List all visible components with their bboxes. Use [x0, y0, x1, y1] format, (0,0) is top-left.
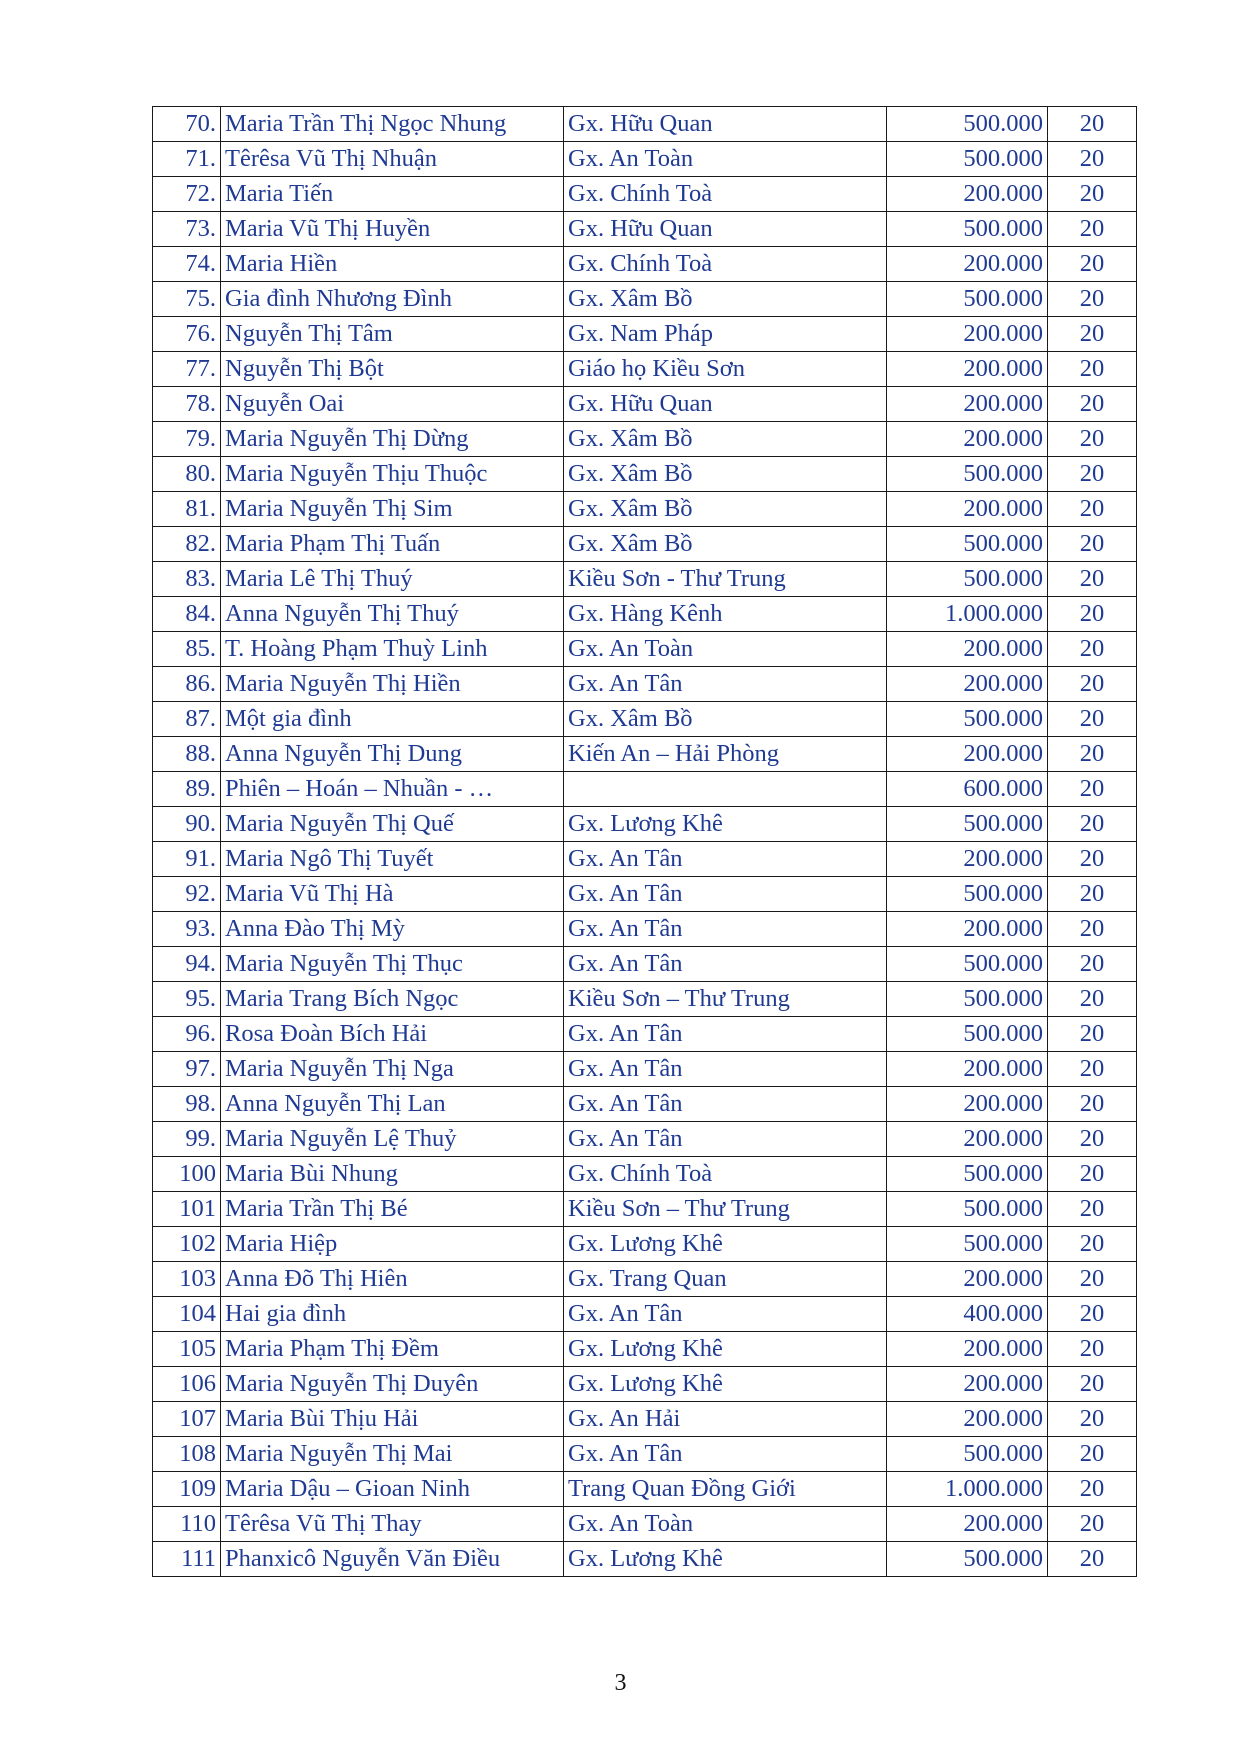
quantity: 20	[1048, 107, 1137, 142]
quantity: 20	[1048, 1542, 1137, 1577]
quantity: 20	[1048, 667, 1137, 702]
parish-name: Gx. Xâm Bồ	[564, 492, 887, 527]
quantity: 20	[1048, 492, 1137, 527]
row-number: 82.	[153, 527, 221, 562]
donation-table-body	[153, 107, 1137, 1577]
quantity: 20	[1048, 1472, 1137, 1507]
donor-name: Hai gia đình	[221, 1297, 564, 1332]
donation-table	[152, 106, 1137, 1577]
table-row	[153, 632, 1137, 667]
parish-name: Giáo họ Kiều Sơn	[564, 352, 887, 387]
row-number: 79.	[153, 422, 221, 457]
parish-name: Kiều Sơn - Thư Trung	[564, 562, 887, 597]
row-number: 111	[153, 1542, 221, 1577]
row-number: 102	[153, 1227, 221, 1262]
donation-amount: 600.000	[887, 772, 1048, 807]
table-row	[153, 1367, 1137, 1402]
parish-name	[564, 772, 887, 807]
donor-name: Anna Nguyễn Thị Thuý	[221, 597, 564, 632]
donor-name: Maria Ngô Thị Tuyết	[221, 842, 564, 877]
row-number: 100	[153, 1157, 221, 1192]
donor-name: Maria Bùi Nhung	[221, 1157, 564, 1192]
donation-amount: 200.000	[887, 1052, 1048, 1087]
donor-name: Anna Đõ Thị Hiên	[221, 1262, 564, 1297]
donation-amount: 1.000.000	[887, 597, 1048, 632]
parish-name: Gx. Hàng Kênh	[564, 597, 887, 632]
donation-amount: 500.000	[887, 702, 1048, 737]
parish-name: Gx. Lương Khê	[564, 1367, 887, 1402]
table-row	[153, 982, 1137, 1017]
donation-amount: 500.000	[887, 1157, 1048, 1192]
donation-amount: 500.000	[887, 1192, 1048, 1227]
parish-name: Trang Quan Đồng Giới	[564, 1472, 887, 1507]
donation-amount: 200.000	[887, 1122, 1048, 1157]
row-number: 71.	[153, 142, 221, 177]
donor-name: Têrêsa Vũ Thị Nhuận	[221, 142, 564, 177]
quantity: 20	[1048, 142, 1137, 177]
donation-amount: 500.000	[887, 947, 1048, 982]
table-row	[153, 527, 1137, 562]
parish-name: Gx. Hữu Quan	[564, 212, 887, 247]
parish-name: Gx. Xâm Bồ	[564, 527, 887, 562]
donor-name: Maria Dậu – Gioan Ninh	[221, 1472, 564, 1507]
donation-amount: 200.000	[887, 1332, 1048, 1367]
donor-name: Anna Nguyễn Thị Dung	[221, 737, 564, 772]
row-number: 84.	[153, 597, 221, 632]
parish-name: Kiều Sơn – Thư Trung	[564, 1192, 887, 1227]
row-number: 87.	[153, 702, 221, 737]
donor-name: Maria Nguyễn Thị Quế	[221, 807, 564, 842]
table-row	[153, 597, 1137, 632]
table-row	[153, 1507, 1137, 1542]
row-number: 103	[153, 1262, 221, 1297]
donor-name: Maria Hiền	[221, 247, 564, 282]
donor-name: Maria Vũ Thị Huyền	[221, 212, 564, 247]
donor-name: Maria Nguyễn Thị Nga	[221, 1052, 564, 1087]
donor-name: Maria Trang Bích Ngọc	[221, 982, 564, 1017]
donation-amount: 200.000	[887, 1262, 1048, 1297]
table-row	[153, 352, 1137, 387]
row-number: 88.	[153, 737, 221, 772]
parish-name: Kiến An – Hải Phòng	[564, 737, 887, 772]
quantity: 20	[1048, 247, 1137, 282]
donor-name: Têrêsa Vũ Thị Thay	[221, 1507, 564, 1542]
quantity: 20	[1048, 1122, 1137, 1157]
table-row	[153, 1017, 1137, 1052]
row-number: 106	[153, 1367, 221, 1402]
parish-name: Gx. Xâm Bồ	[564, 422, 887, 457]
table-row	[153, 562, 1137, 597]
quantity: 20	[1048, 457, 1137, 492]
parish-name: Gx. An Tân	[564, 1087, 887, 1122]
donation-amount: 500.000	[887, 107, 1048, 142]
table-row	[153, 177, 1137, 212]
quantity: 20	[1048, 772, 1137, 807]
parish-name: Kiều Sơn – Thư Trung	[564, 982, 887, 1017]
row-number: 101	[153, 1192, 221, 1227]
quantity: 20	[1048, 1367, 1137, 1402]
donor-name: Maria Nguyễn Thị Mai	[221, 1437, 564, 1472]
table-row	[153, 912, 1137, 947]
row-number: 89.	[153, 772, 221, 807]
parish-name: Gx. An Tân	[564, 947, 887, 982]
donation-amount: 500.000	[887, 212, 1048, 247]
donor-name: Nguyễn Thị Bột	[221, 352, 564, 387]
donation-amount: 200.000	[887, 1507, 1048, 1542]
quantity: 20	[1048, 1017, 1137, 1052]
table-row	[153, 1262, 1137, 1297]
row-number: 97.	[153, 1052, 221, 1087]
table-row	[153, 842, 1137, 877]
donation-amount: 200.000	[887, 1402, 1048, 1437]
donor-name: Maria Nguyễn Lệ Thuỷ	[221, 1122, 564, 1157]
page-number: 3	[614, 1670, 627, 1696]
parish-name: Gx. An Tân	[564, 1122, 887, 1157]
table-row	[153, 737, 1137, 772]
donation-amount: 200.000	[887, 667, 1048, 702]
donor-name: Gia đình Nhương Đình	[221, 282, 564, 317]
table-row	[153, 317, 1137, 352]
table-row	[153, 1192, 1137, 1227]
donor-name: Maria Nguyễn Thị Thục	[221, 947, 564, 982]
donation-amount: 500.000	[887, 527, 1048, 562]
row-number: 81.	[153, 492, 221, 527]
donor-name: Maria Nguyễn Thị Duyên	[221, 1367, 564, 1402]
row-number: 85.	[153, 632, 221, 667]
donation-amount: 500.000	[887, 1437, 1048, 1472]
parish-name: Gx. Hữu Quan	[564, 107, 887, 142]
donation-amount: 500.000	[887, 1542, 1048, 1577]
donor-name: Maria Hiệp	[221, 1227, 564, 1262]
parish-name: Gx. Chính Toà	[564, 177, 887, 212]
parish-name: Gx. Trang Quan	[564, 1262, 887, 1297]
donation-amount: 500.000	[887, 282, 1048, 317]
table-row	[153, 1297, 1137, 1332]
donor-name: Maria Phạm Thị Đềm	[221, 1332, 564, 1367]
quantity: 20	[1048, 807, 1137, 842]
parish-name: Gx. Chính Toà	[564, 247, 887, 282]
table-row	[153, 212, 1137, 247]
donor-name: Một gia đình	[221, 702, 564, 737]
donor-name: T. Hoàng Phạm Thuỳ Linh	[221, 632, 564, 667]
donation-amount: 200.000	[887, 737, 1048, 772]
donation-amount: 500.000	[887, 1017, 1048, 1052]
row-number: 98.	[153, 1087, 221, 1122]
quantity: 20	[1048, 1192, 1137, 1227]
parish-name: Gx. An Tân	[564, 1297, 887, 1332]
quantity: 20	[1048, 1262, 1137, 1297]
row-number: 94.	[153, 947, 221, 982]
donation-amount: 1.000.000	[887, 1472, 1048, 1507]
table-row	[153, 1402, 1137, 1437]
parish-name: Gx. Xâm Bồ	[564, 282, 887, 317]
row-number: 83.	[153, 562, 221, 597]
donor-name: Maria Phạm Thị Tuấn	[221, 527, 564, 562]
donation-amount: 200.000	[887, 912, 1048, 947]
quantity: 20	[1048, 632, 1137, 667]
quantity: 20	[1048, 982, 1137, 1017]
donor-name: Phiên – Hoán – Nhuần - …	[221, 772, 564, 807]
quantity: 20	[1048, 842, 1137, 877]
donation-amount: 500.000	[887, 457, 1048, 492]
donation-amount: 200.000	[887, 352, 1048, 387]
table-row	[153, 877, 1137, 912]
parish-name: Gx. Nam Pháp	[564, 317, 887, 352]
table-row	[153, 282, 1137, 317]
parish-name: Gx. Hữu Quan	[564, 387, 887, 422]
table-row	[153, 1122, 1137, 1157]
row-number: 75.	[153, 282, 221, 317]
donor-name: Maria Nguyễn Thị Hiền	[221, 667, 564, 702]
donation-amount: 200.000	[887, 492, 1048, 527]
table-row	[153, 1472, 1137, 1507]
table-row	[153, 807, 1137, 842]
donation-amount: 500.000	[887, 877, 1048, 912]
quantity: 20	[1048, 1087, 1137, 1122]
parish-name: Gx. An Hải	[564, 1402, 887, 1437]
parish-name: Gx. An Tân	[564, 1437, 887, 1472]
parish-name: Gx. An Toàn	[564, 632, 887, 667]
row-number: 107	[153, 1402, 221, 1437]
row-number: 110	[153, 1507, 221, 1542]
row-number: 108	[153, 1437, 221, 1472]
parish-name: Gx. Xâm Bồ	[564, 457, 887, 492]
quantity: 20	[1048, 1507, 1137, 1542]
donor-name: Maria Nguyễn Thị Dừng	[221, 422, 564, 457]
row-number: 72.	[153, 177, 221, 212]
row-number: 76.	[153, 317, 221, 352]
donor-name: Maria Lê Thị Thuý	[221, 562, 564, 597]
quantity: 20	[1048, 387, 1137, 422]
table-row	[153, 247, 1137, 282]
row-number: 104	[153, 1297, 221, 1332]
donor-name: Anna Nguyễn Thị Lan	[221, 1087, 564, 1122]
donation-amount: 500.000	[887, 562, 1048, 597]
row-number: 78.	[153, 387, 221, 422]
donation-amount: 200.000	[887, 317, 1048, 352]
quantity: 20	[1048, 877, 1137, 912]
parish-name: Gx. An Tân	[564, 1017, 887, 1052]
donation-amount: 200.000	[887, 177, 1048, 212]
quantity: 20	[1048, 597, 1137, 632]
table-row	[153, 457, 1137, 492]
table-row	[153, 387, 1137, 422]
parish-name: Gx. Lương Khê	[564, 1227, 887, 1262]
quantity: 20	[1048, 737, 1137, 772]
row-number: 105	[153, 1332, 221, 1367]
quantity: 20	[1048, 1402, 1137, 1437]
table-row	[153, 1437, 1137, 1472]
table-row	[153, 1157, 1137, 1192]
table-row	[153, 422, 1137, 457]
donation-amount: 500.000	[887, 1227, 1048, 1262]
quantity: 20	[1048, 702, 1137, 737]
donor-name: Maria Nguyễn Thịu Thuộc	[221, 457, 564, 492]
row-number: 77.	[153, 352, 221, 387]
table-row	[153, 1052, 1137, 1087]
parish-name: Gx. Lương Khê	[564, 807, 887, 842]
parish-name: Gx. An Tân	[564, 667, 887, 702]
donor-name: Anna Đào Thị Mỳ	[221, 912, 564, 947]
donation-amount: 200.000	[887, 842, 1048, 877]
row-number: 73.	[153, 212, 221, 247]
row-number: 92.	[153, 877, 221, 912]
donation-amount: 200.000	[887, 247, 1048, 282]
parish-name: Gx. An Tân	[564, 877, 887, 912]
row-number: 99.	[153, 1122, 221, 1157]
row-number: 93.	[153, 912, 221, 947]
parish-name: Gx. Chính Toà	[564, 1157, 887, 1192]
parish-name: Gx. An Tân	[564, 842, 887, 877]
table-row	[153, 1227, 1137, 1262]
donation-amount: 500.000	[887, 142, 1048, 177]
parish-name: Gx. An Tân	[564, 912, 887, 947]
quantity: 20	[1048, 1332, 1137, 1367]
donor-name: Maria Nguyễn Thị Sim	[221, 492, 564, 527]
quantity: 20	[1048, 177, 1137, 212]
quantity: 20	[1048, 527, 1137, 562]
row-number: 90.	[153, 807, 221, 842]
table-row	[153, 1087, 1137, 1122]
table-row	[153, 702, 1137, 737]
quantity: 20	[1048, 352, 1137, 387]
table-row	[153, 947, 1137, 982]
row-number: 109	[153, 1472, 221, 1507]
quantity: 20	[1048, 282, 1137, 317]
quantity: 20	[1048, 1052, 1137, 1087]
quantity: 20	[1048, 422, 1137, 457]
donor-name: Nguyễn Thị Tâm	[221, 317, 564, 352]
table-row	[153, 1332, 1137, 1367]
table-row	[153, 107, 1137, 142]
donation-amount: 200.000	[887, 1087, 1048, 1122]
quantity: 20	[1048, 562, 1137, 597]
table-row	[153, 492, 1137, 527]
quantity: 20	[1048, 317, 1137, 352]
parish-name: Gx. Xâm Bồ	[564, 702, 887, 737]
parish-name: Gx. An Toàn	[564, 1507, 887, 1542]
quantity: 20	[1048, 1297, 1137, 1332]
donation-amount: 200.000	[887, 422, 1048, 457]
donor-name: Maria Trần Thị Bé	[221, 1192, 564, 1227]
table-row	[153, 772, 1137, 807]
quantity: 20	[1048, 912, 1137, 947]
quantity: 20	[1048, 947, 1137, 982]
donation-amount: 400.000	[887, 1297, 1048, 1332]
quantity: 20	[1048, 1227, 1137, 1262]
donation-amount: 200.000	[887, 1367, 1048, 1402]
donation-amount: 200.000	[887, 632, 1048, 667]
quantity: 20	[1048, 212, 1137, 247]
donor-name: Nguyễn Oai	[221, 387, 564, 422]
row-number: 80.	[153, 457, 221, 492]
donation-amount: 500.000	[887, 982, 1048, 1017]
parish-name: Gx. Lương Khê	[564, 1332, 887, 1367]
donor-name: Phanxicô Nguyễn Văn Điều	[221, 1542, 564, 1577]
quantity: 20	[1048, 1157, 1137, 1192]
parish-name: Gx. An Tân	[564, 1052, 887, 1087]
quantity: 20	[1048, 1437, 1137, 1472]
donor-name: Rosa Đoàn Bích Hải	[221, 1017, 564, 1052]
row-number: 96.	[153, 1017, 221, 1052]
donor-name: Maria Vũ Thị Hà	[221, 877, 564, 912]
row-number: 95.	[153, 982, 221, 1017]
parish-name: Gx. An Toàn	[564, 142, 887, 177]
donor-name: Maria Bùi Thịu Hải	[221, 1402, 564, 1437]
donor-name: Maria Trần Thị Ngọc Nhung	[221, 107, 564, 142]
donation-amount: 500.000	[887, 807, 1048, 842]
row-number: 86.	[153, 667, 221, 702]
table-row	[153, 1542, 1137, 1577]
donation-amount: 200.000	[887, 387, 1048, 422]
parish-name: Gx. Lương Khê	[564, 1542, 887, 1577]
table-row	[153, 667, 1137, 702]
row-number: 91.	[153, 842, 221, 877]
row-number: 74.	[153, 247, 221, 282]
donor-name: Maria Tiến	[221, 177, 564, 212]
table-row	[153, 142, 1137, 177]
row-number: 70.	[153, 107, 221, 142]
